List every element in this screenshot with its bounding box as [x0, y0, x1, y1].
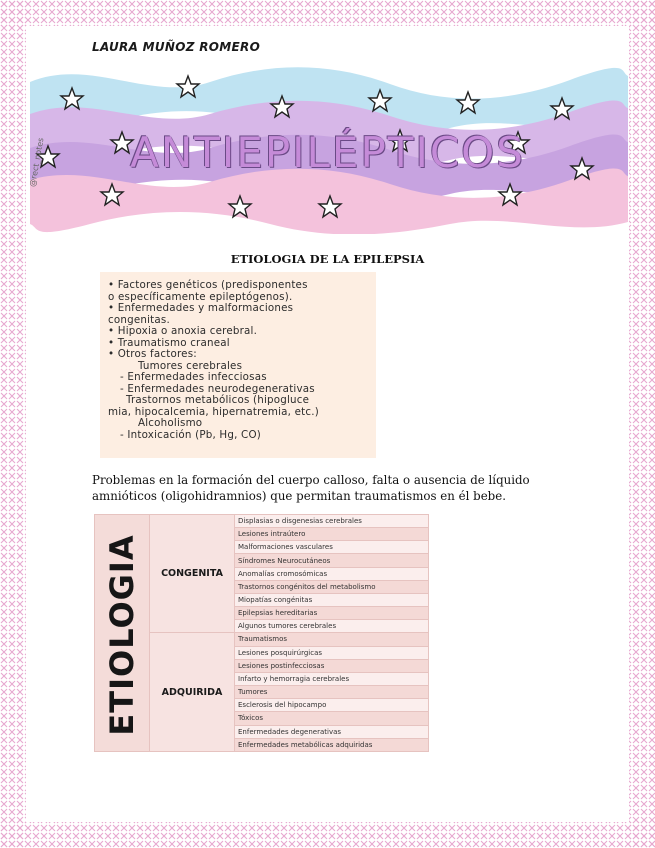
- factor-line: Tumores cerebrales: [138, 359, 243, 372]
- etiology-vertical-cell: [95, 515, 150, 752]
- table-item: Esclerosis del hipocampo: [235, 699, 429, 712]
- table-item: Miopatías congénitas: [235, 593, 429, 606]
- table-item: Algunos tumores cerebrales: [235, 620, 429, 633]
- etiology-factors-box: [100, 272, 376, 458]
- table-item: Traumatismos: [235, 633, 429, 646]
- banner-watermark: @rect_notes: [28, 136, 46, 188]
- table-item: Tóxicos: [235, 712, 429, 725]
- factor-line: - Intoxicación (Pb, Hg, CO): [120, 428, 261, 441]
- group-adquirida: ADQUIRIDA: [150, 633, 235, 752]
- etiology-vertical-label: ETIOLOGIA: [103, 534, 141, 736]
- table-item: Lesiones intraútero: [235, 528, 429, 541]
- factor-line: Trastornos metabólicos (hipogluce: [126, 394, 310, 406]
- body-paragraph: Problemas en la formación del cuerpo calloso, falta o ausencia de líquido amnióticos (oligohidramnios) que permitan traumatismos en él bebe.: [92, 473, 530, 503]
- factor-line: Alcoholismo: [138, 417, 203, 429]
- table-item: Lesiones postinfecciosas: [235, 659, 429, 672]
- table-item: Enfermedades degenerativas: [235, 725, 429, 738]
- table-item: Tumores: [235, 686, 429, 699]
- table-item: Infarto y hemorragia cerebrales: [235, 672, 429, 685]
- factor-line: • Hipoxia o anoxia cerebral.: [108, 325, 258, 337]
- factor-line: • Enfermedades y malformaciones: [108, 302, 294, 314]
- factor-line: - Enfermedades neurodegenerativas: [120, 382, 315, 395]
- author-name: LAURA MUÑOZ ROMERO: [92, 40, 261, 54]
- section-title: ETIOLOGIA DE LA EPILEPSIA: [230, 252, 425, 266]
- table-item: Anomalías cromosómicas: [235, 567, 429, 580]
- table-item: Epilepsias hereditarias: [235, 607, 429, 620]
- table-item: Displasias o disgenesias cerebrales: [235, 515, 429, 528]
- factor-line: • Factores genéticos (predisponentes: [108, 279, 308, 291]
- factor-line: o específicamente epileptógenos).: [108, 290, 293, 303]
- factor-line: - Enfermedades infecciosas: [120, 371, 267, 383]
- etiology-table: [94, 514, 429, 752]
- table-item: Enfermedades metabólicas adquiridas: [235, 738, 429, 751]
- factor-line: congenitas.: [108, 313, 170, 326]
- factor-line: • Traumatismo craneal: [108, 336, 230, 349]
- table-item: Malformaciones vasculares: [235, 541, 429, 554]
- table-item: Trastornos congénitos del metabolismo: [235, 580, 429, 593]
- factor-line: • Otros factores:: [108, 348, 197, 360]
- banner-title: ANTIEPILÉPTICOS: [130, 128, 525, 177]
- table-item: Síndromes Neurocutáneos: [235, 554, 429, 567]
- group-congenita: CONGENITA: [150, 515, 235, 633]
- factor-line: mia, hipocalcemia, hipernatremia, etc.): [108, 405, 319, 418]
- table-item: Lesiones posquirúrgicas: [235, 646, 429, 659]
